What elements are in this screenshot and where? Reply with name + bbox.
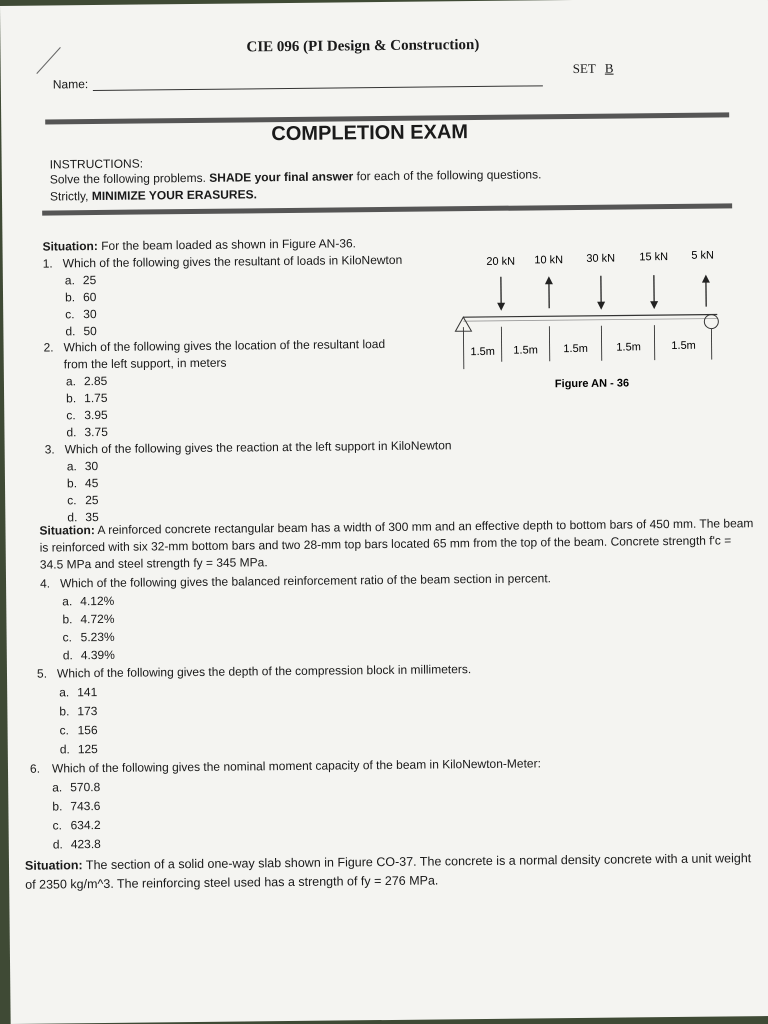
option-letter: a.: [62, 594, 73, 609]
option-letter: b.: [66, 476, 78, 491]
option-letter: a.: [64, 273, 75, 288]
load-arrow-up-5: [702, 275, 710, 307]
q5-option-b[interactable]: [59, 704, 97, 718]
situation-3: [25, 849, 765, 895]
q1-option-d[interactable]: [65, 324, 97, 338]
q4-option-d[interactable]: [63, 648, 115, 663]
question-number: 5.: [36, 666, 48, 681]
q5-option-d[interactable]: [60, 742, 98, 756]
option-letter: b.: [66, 391, 77, 406]
option-value: 423.8: [70, 836, 101, 852]
q4-option-c[interactable]: [63, 630, 115, 645]
load-label-4: 15 kN: [639, 251, 669, 264]
situation-1-label: Situation:: [42, 238, 98, 254]
option-value: 25: [85, 492, 99, 508]
exam-title: COMPLETION EXAM: [271, 121, 469, 146]
q3-option-a[interactable]: [67, 459, 99, 473]
question-3: [45, 438, 452, 456]
option-letter: c.: [62, 630, 73, 645]
option-letter: c.: [52, 818, 63, 833]
option-value: 4.72%: [80, 611, 115, 627]
span-label-3: 1.5m: [563, 342, 588, 356]
option-letter: a.: [59, 685, 70, 700]
course-title: CIE 096 (PI Design & Construction): [246, 36, 480, 56]
beam-figure: [451, 244, 733, 397]
option-value: 570.8: [70, 779, 101, 795]
option-value: 35: [85, 509, 99, 525]
question-4: [40, 571, 551, 590]
span-label-1: 1.5m: [470, 345, 495, 359]
span-label-4: 1.5m: [616, 341, 641, 354]
q1-option-a[interactable]: [65, 273, 97, 287]
q2-option-a[interactable]: [66, 374, 108, 388]
option-value: 30: [83, 307, 97, 322]
instructions-text-b: SHADE your final answer: [209, 169, 354, 185]
situation-2: [39, 515, 753, 573]
option-value: 1.75: [84, 390, 108, 406]
question-number: 6.: [29, 761, 41, 776]
situation-3-text: The section of a solid one-way slab shown in Figure CO-37. The concrete is a normal density concrete with a unit weight of 2350 kg/m^3. The reinforcing steel used has a strength of fy = 276 MPa.: [25, 851, 752, 892]
option-value: 156: [77, 723, 98, 738]
instructions-text-d: Strictly,: [49, 189, 92, 204]
pen-mark: [34, 45, 64, 75]
q1-option-b[interactable]: [65, 290, 97, 304]
question-text: Which of the following gives the depth of the compression block in millimeters.: [56, 662, 472, 681]
instructions-text-c: for each of the following questions.: [353, 167, 542, 184]
q6-option-c[interactable]: [53, 818, 101, 833]
q3-option-c[interactable]: [67, 493, 99, 507]
header-rule-bottom: [42, 203, 732, 215]
option-letter: c.: [66, 408, 76, 423]
span-label-5: 1.5m: [671, 339, 696, 352]
situation-2-label: Situation:: [39, 523, 95, 538]
option-letter: c.: [65, 307, 75, 322]
option-letter: b.: [62, 612, 73, 627]
q6-option-b[interactable]: [52, 799, 100, 814]
question-text: Which of the following gives the balanced reinforcement ratio of the beam section in percent.: [59, 571, 552, 591]
instructions-line-2: [50, 187, 257, 203]
option-value: 60: [82, 290, 97, 305]
q6-option-a[interactable]: [52, 780, 100, 795]
option-value: 3.75: [84, 424, 108, 440]
q2-option-d[interactable]: [66, 425, 108, 439]
question-text: Which of the following gives the nominal moment capacity of the beam in KiloNewton-Meter:: [51, 756, 541, 776]
beam-line-lower: [463, 319, 717, 322]
option-value: 743.6: [70, 798, 101, 814]
q4-option-b[interactable]: [62, 612, 114, 627]
question-2: [44, 337, 386, 355]
option-letter: b.: [59, 704, 70, 719]
beam-line: [463, 315, 717, 318]
option-value: 634.2: [70, 817, 101, 833]
question-5: [37, 662, 471, 681]
set-label: SET: [572, 60, 596, 77]
name-label: Name:: [52, 77, 89, 92]
name-line: [93, 85, 543, 91]
option-value: 125: [77, 742, 98, 757]
option-letter: d.: [66, 425, 77, 440]
question-number: 4.: [39, 576, 51, 591]
option-letter: c.: [59, 723, 70, 738]
question-6: [30, 756, 541, 775]
instructions-text-e: MINIMIZE YOUR ERASURES.: [91, 187, 257, 204]
option-value: 173: [77, 704, 98, 719]
option-letter: d.: [65, 324, 76, 339]
pen-mark-icon: [34, 45, 64, 75]
option-letter: a.: [66, 459, 77, 474]
situation-1-text: For the beam loaded as shown in Figure AN-36.: [97, 236, 357, 253]
option-value: 4.39%: [80, 647, 115, 663]
q6-option-d[interactable]: [53, 837, 101, 852]
situation-2-text: A reinforced concrete rectangular beam has a width of 300 mm and an effective depth to bottom bars of 450 mm. The beam is reinforced with six 32-mm bottom bars and two 28-mm top bars located 65 mm from the top of the beam. Concrete strength f'c = 34.5 MPa and steel strength fy = 345 MPa.: [39, 516, 754, 572]
load-arrow-up-2: [545, 276, 553, 308]
option-value: 4.12%: [80, 593, 115, 609]
option-value: 50: [83, 324, 97, 339]
question-text: Which of the following gives the location of the resultant load: [63, 336, 386, 355]
option-value: 30: [84, 458, 99, 474]
option-letter: d.: [59, 742, 70, 757]
option-value: 2.85: [83, 373, 108, 389]
load-arrow-down-4: [650, 275, 658, 309]
q4-option-a[interactable]: [62, 594, 114, 609]
option-letter: d.: [52, 837, 63, 852]
question-number: 1.: [42, 256, 53, 271]
option-letter: d.: [62, 648, 73, 663]
q1-option-c[interactable]: [65, 307, 97, 321]
option-value: 45: [84, 475, 99, 491]
situation-3-label: Situation:: [24, 858, 83, 873]
question-1: [43, 253, 403, 271]
question-number: 2.: [43, 340, 54, 355]
option-letter: b.: [64, 290, 76, 305]
load-label-2: 10 kN: [534, 254, 564, 267]
situation-1: [42, 236, 356, 253]
option-letter: d.: [67, 510, 78, 525]
instructions-heading: INSTRUCTIONS:: [49, 156, 144, 172]
option-letter: a.: [52, 780, 63, 795]
load-arrow-down-3: [597, 276, 605, 310]
option-value: 25: [82, 273, 97, 288]
set-value: B: [604, 60, 614, 76]
load-label-3: 30 kN: [586, 252, 616, 265]
question-text: Which of the following gives the reaction at the left support in KiloNewton: [64, 438, 452, 457]
option-letter: b.: [52, 799, 63, 814]
q2-option-c[interactable]: [66, 408, 108, 422]
q2-option-b[interactable]: [66, 391, 108, 405]
option-value: 5.23%: [80, 629, 115, 645]
q5-option-a[interactable]: [59, 685, 97, 699]
q3-option-b[interactable]: [67, 476, 99, 490]
load-arrow-down-1: [497, 277, 505, 311]
figure-caption: Figure AN - 36: [554, 377, 630, 391]
question-text: Which of the following gives the resultant of loads in KiloNewton: [62, 252, 403, 271]
load-label-5: 5 kN: [691, 249, 715, 262]
question-number: 3.: [44, 442, 55, 457]
span-label-2: 1.5m: [513, 344, 538, 357]
question-2-cont: from the left support, in meters: [63, 355, 227, 372]
roller-support-icon: [704, 314, 718, 328]
option-value: 3.95: [84, 407, 108, 423]
option-letter: c.: [67, 493, 77, 508]
set-indicator: [573, 61, 614, 77]
option-letter: a.: [65, 374, 77, 389]
load-label-1: 20 kN: [486, 255, 516, 268]
q5-option-c[interactable]: [60, 723, 98, 737]
instructions-text-a: Solve the following problems.: [49, 170, 210, 187]
option-value: 141: [77, 685, 98, 700]
